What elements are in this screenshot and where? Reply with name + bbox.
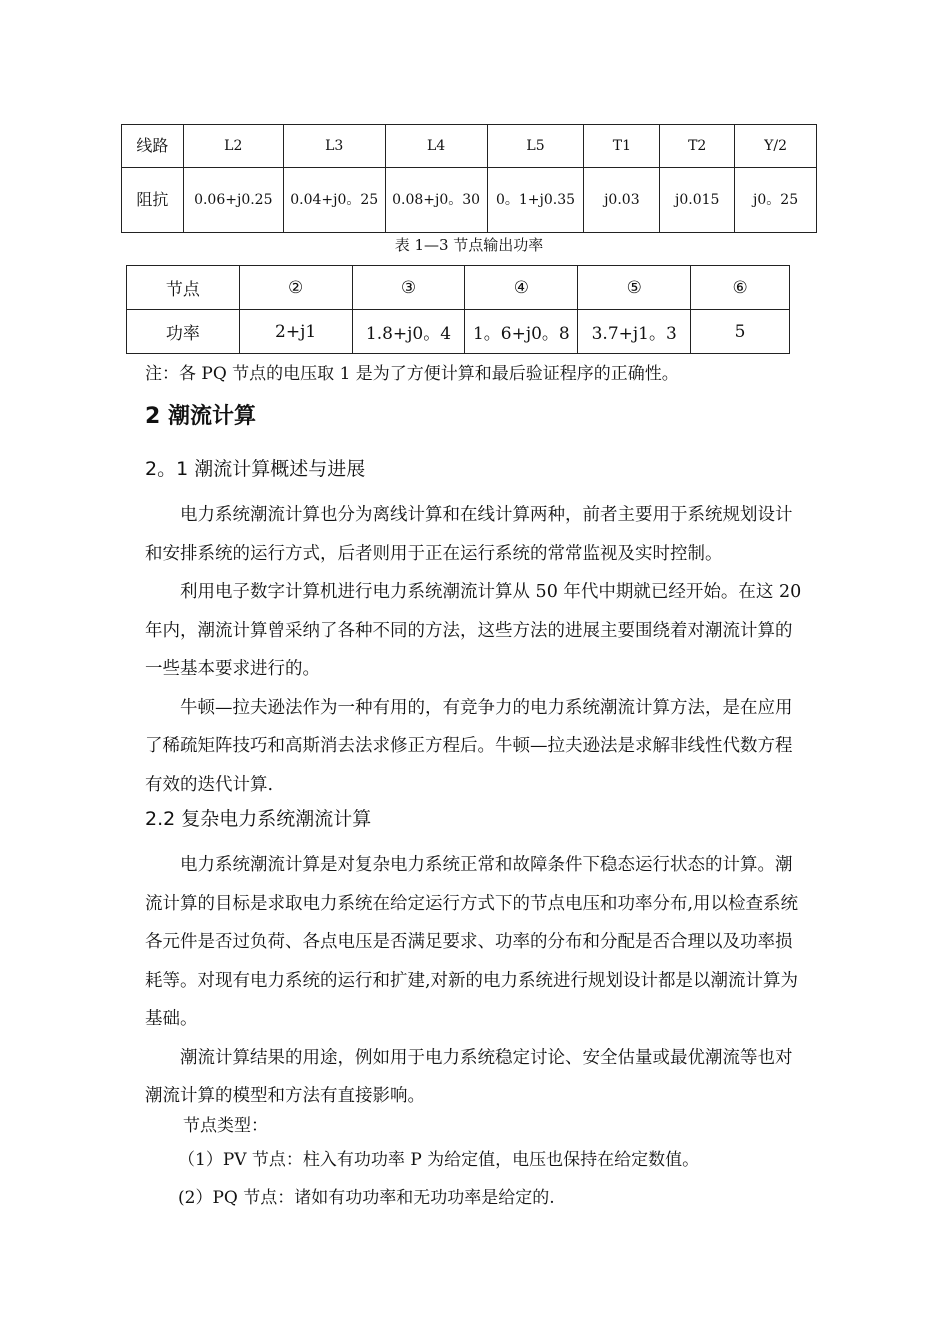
paragraph: 电力系统潮流计算是对复杂电力系统正常和故障条件下稳态运行状态的计算。潮流计算的目标是求取电力系统在给定运行方式下的节点电压和功率分布,用以检查系统各元件是否过负荷、各点电压是否满足要求、功率的分布和分配是否合理以及功率损耗等。对现有电力系统的运行和扩建,对新的电力系统进行规划设计都是以潮流计算为基础。: [145, 855, 799, 1029]
section-heading: 2 潮流计算: [145, 404, 256, 429]
table-cell: 1.8+j0。4: [352, 310, 465, 354]
table-header-cell: 线路: [122, 125, 184, 168]
table-cell: 2+j1: [239, 310, 352, 354]
table-cell: j0。25: [735, 168, 817, 233]
table-row: [127, 266, 790, 310]
table-cell: 5: [691, 310, 790, 354]
table-header-cell: ②: [239, 266, 352, 310]
table-cell: j0.03: [584, 168, 660, 233]
table-header-cell: L5: [487, 125, 584, 168]
table-caption: 表 1—3 节点输出功率: [394, 236, 544, 254]
table-cell: 0.08+j0。30: [385, 168, 487, 233]
table-header-cell: ③: [352, 266, 465, 310]
paragraph: 牛顿—拉夫逊法作为一种有用的，有竞争力的电力系统潮流计算方法，是在应用了稀疏矩阵技巧和高斯消去法求修正方程后。牛顿—拉夫逊法是求解非线性代数方程有效的迭代计算.: [145, 697, 793, 795]
paragraph: 电力系统潮流计算也分为离线计算和在线计算两种，前者主要用于系统规划设计和安排系统的运行方式，后者则用于正在运行系统的常常监视及实时控制。: [145, 505, 793, 564]
subsection-heading: 2.2 复杂电力系统潮流计算: [145, 808, 372, 830]
table-cell: 阻抗: [122, 168, 184, 233]
list-item: （1）PV 节点：柱入有功功率 P 为给定值，电压也保持在给定数值。: [178, 1150, 700, 1170]
table-cell: 功率: [127, 310, 240, 354]
line-impedance-table: [121, 124, 817, 233]
table-header-cell: T2: [660, 125, 735, 168]
table-row: [122, 125, 817, 168]
table-row: [127, 310, 790, 354]
table-row: [122, 168, 817, 233]
table-cell: 0。1+j0.35: [487, 168, 584, 233]
table-cell: j0.015: [660, 168, 735, 233]
table-cell: 0.06+j0.25: [183, 168, 283, 233]
section-body: [145, 846, 808, 1116]
table-header-cell: L4: [385, 125, 487, 168]
paragraph: 利用电子数字计算机进行电力系统潮流计算从 50 年代中期就已经开始。在这 20 年内，潮流计算曾采纳了各种不同的方法，这些方法的进展主要围绕着对潮流计算的一些基本要求进行的。: [145, 582, 802, 679]
table-cell: 1。6+j0。8: [465, 310, 578, 354]
table-header-cell: ④: [465, 266, 578, 310]
node-power-table: [126, 265, 790, 354]
table-header-cell: ⑤: [578, 266, 691, 310]
paragraph: 潮流计算结果的用途，例如用于电力系统稳定讨论、安全估量或最优潮流等也对潮流计算的模型和方法有直接影响。: [145, 1047, 793, 1106]
table-header-cell: L2: [183, 125, 283, 168]
table-header-cell: 节点: [127, 266, 240, 310]
subsection-heading: 2。1 潮流计算概述与进展: [145, 458, 366, 480]
list-item: (2）PQ 节点：诸如有功功率和无功功率是给定的.: [178, 1188, 555, 1208]
table-cell: 3.7+j1。3: [578, 310, 691, 354]
node-types-label: 节点类型：: [183, 1116, 268, 1136]
section-body: [145, 496, 808, 804]
table-header-cell: T1: [584, 125, 660, 168]
table-header-cell: L3: [283, 125, 385, 168]
table-header-cell: Y/2: [735, 125, 817, 168]
table-header-cell: ⑥: [691, 266, 790, 310]
table-note: 注：各 PQ 节点的电压取 1 是为了方便计算和最后验证程序的正确性。: [145, 364, 679, 384]
table-cell: 0.04+j0。25: [283, 168, 385, 233]
